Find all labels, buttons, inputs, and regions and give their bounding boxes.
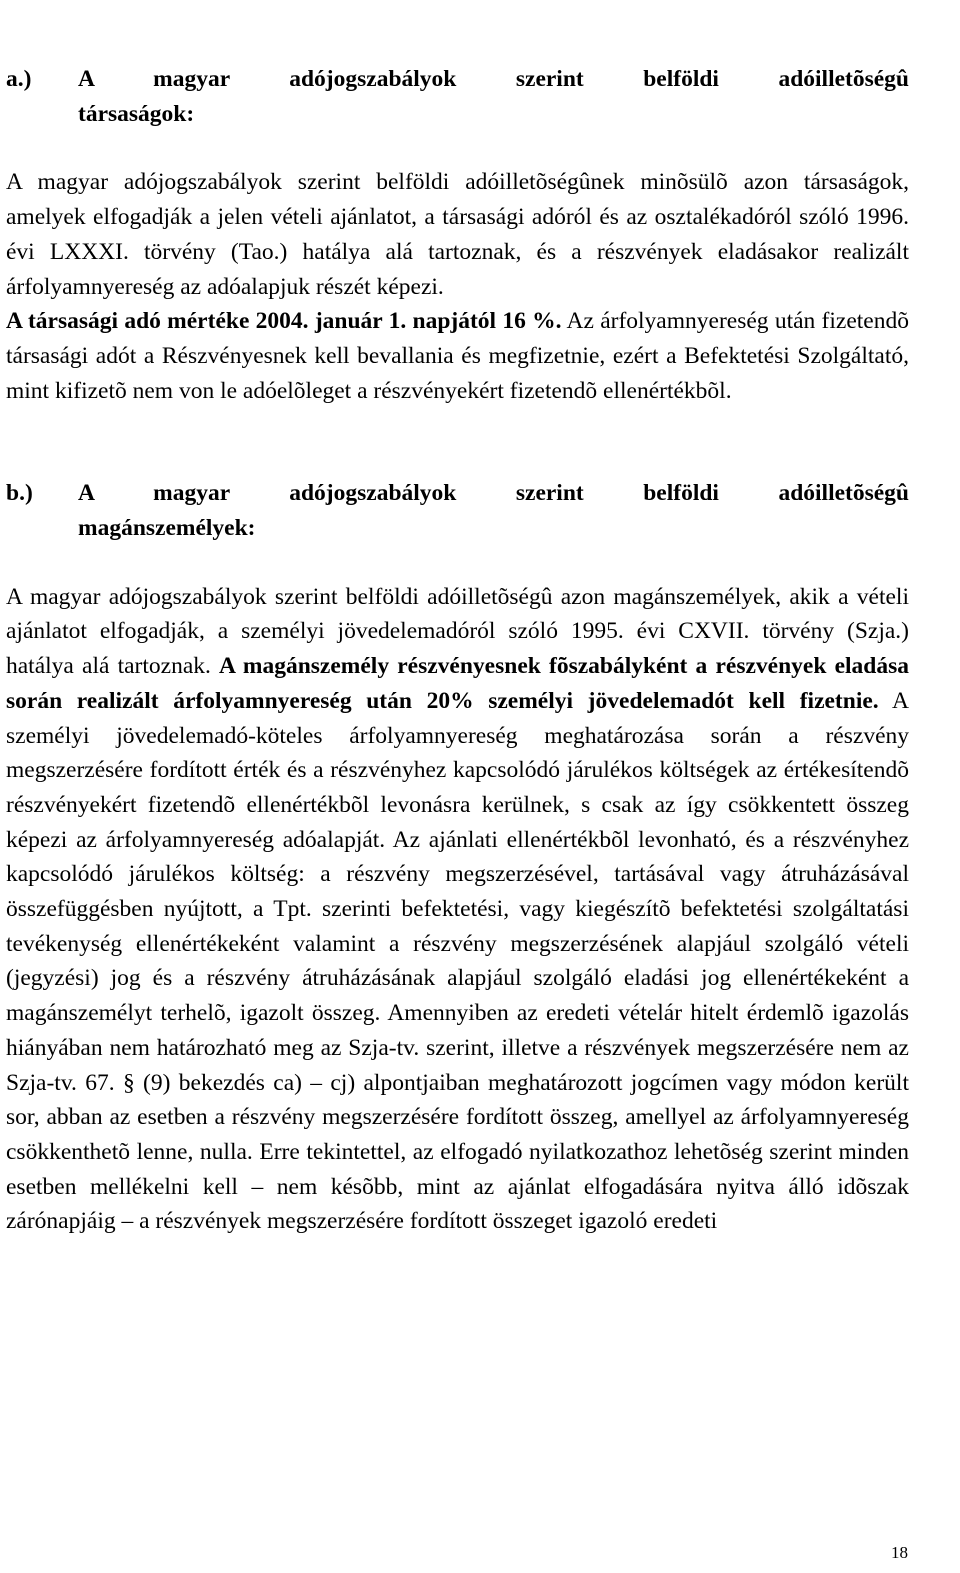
section-b-heading xyxy=(6,476,909,545)
section-b-heading-line2: magánszemélyek: xyxy=(78,515,256,542)
page-content xyxy=(6,62,909,1239)
section-a-tax-rate-statement: A társasági adó mértéke 2004. január 1. napjától 16 %. xyxy=(6,308,562,335)
section-a-paragraph-2 xyxy=(6,304,909,408)
section-a-paragraph-2-rest: Az árfolyamnyereség után fizetendõ társasági adót a Részvényesnek kell bevallania és megfizetnie, ezért a Befektetési Szolgáltató, mint kifizetõ nem von le adóelõleget a részvényekért fizetendõ ellenértékbõl. xyxy=(6,308,909,404)
section-a-marker: a.) xyxy=(6,66,32,92)
section-b-marker: b.) xyxy=(6,480,33,507)
section-b-tax-rate-statement: A magánszemély részvényesnek fõszabályként a részvények eladása során realizált árfolyamnyereség után 20% személyi jövedelemadót kell fizetnie. xyxy=(6,653,909,714)
section-b-heading-line1: A magyar adójogszabályok szerint belföldi adóilletõségû xyxy=(78,480,909,507)
section-a-heading-line1: A magyar adójogszabályok szerint belföldi adóilletõségû xyxy=(78,66,909,92)
page-number: 18 xyxy=(891,1543,908,1562)
section-b-paragraph-1 xyxy=(6,580,909,1239)
section-b-paragraph-1-start: A magyar adójogszabályok szerint belföldi adóilletõségû azon magánszemélyek, akik a vételi ajánlatot elfogadják, a személyi jövedelemadóról szóló 1995. évi CXVII. törvény (Szja.) hatálya alá tartoznak. xyxy=(6,583,909,680)
section-b-paragraph-1-rest: A személyi jövedelemadó-köteles árfolyamnyereség meghatározása során a részvény megszerzésére fordított érték és a részvényhez kapcsolódó járulékos költségek az értékesítendõ részvényekért fizetendõ ellenértékbõl levonásra kerülnek, s csak az így csökkentett összeg képezi az árfolyamnyereség adóalapját. Az ajánlati ellenértékbõl levonható, és a részvényhez kapcsolódó járulékos költség: a részvény megszerzésével, tartásával vagy átruházásával összefüggésben nyújtott, a Tpt. szerinti befektetési, vagy kiegészítõ befektetési szolgáltatási tevékenység ellenértékeként valamint a részvény megszerzésének alapjául szolgáló vételi (jegyzési) jog és a részvény átruházásának alapjául szolgáló eladási jog ellenértékeként a magánszemélyt terhelõ, igazolt összeg. Amennyiben az eredeti vételár hitelt érdemlõ igazolás hiányában nem határozható meg az Szja-tv. szerint, illetve a részvények megszerzésére nem az Szja-tv. 67. § (9) bekezdés ca) – cj) alpontjaiban meghatározott jogcímen vagy módon került sor, abban az esetben a részvény megszerzésére fordított összeg, amellyel az árfolyamnyereség csökkenthetõ lenne, nulla. Erre tekintettel, az elfogadó nyilatkozathoz lehetõség szerint minden esetben mellékelni kell – nem késõbb, mint az ajánlat elfogadására nyitva álló idõszak zárónapjáig – a részvények megszerzésére fordított összeget igazoló eredeti xyxy=(6,687,909,1235)
section-a-heading xyxy=(6,62,909,131)
section-a-paragraph-1: A magyar adójogszabályok szerint belföldi adóilletõségûnek minõsülõ azon társaságok, amelyek elfogadják a jelen vételi ajánlatot, a társasági adóról és az osztalékadóról szóló 1996. évi LXXXI. törvény (Tao.) hatálya alá tartoznak, és a részvények eladásakor realizált árfolyamnyereség az adóalapjuk részét képezi. xyxy=(6,169,909,300)
section-a-heading-line2: társaságok: xyxy=(78,100,195,127)
